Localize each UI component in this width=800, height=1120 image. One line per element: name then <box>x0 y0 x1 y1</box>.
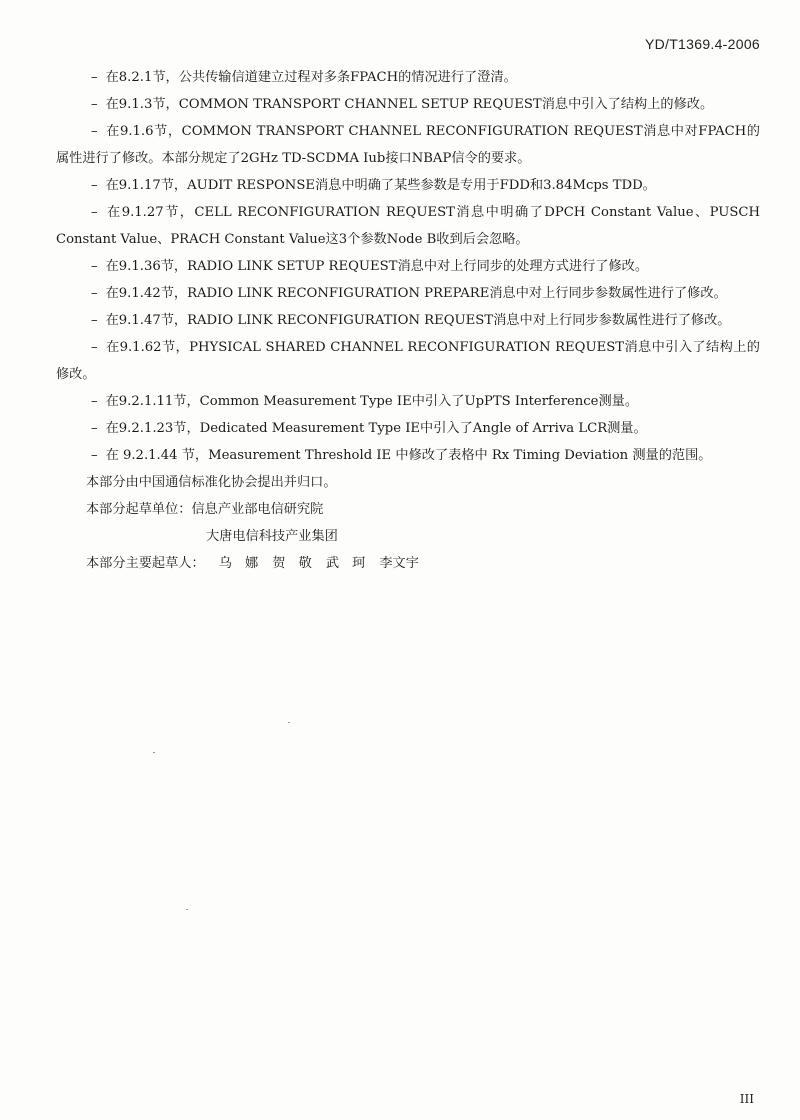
change-item-text: 在9.1.6节，COMMON TRANSPORT CHANNEL RECONFIGURATION REQUEST消息中对FPACH的属性进行了修改。本部分规定了2GHz TD-SCDMA Iub接口NBAP信令的要求。 <box>56 124 760 166</box>
main-drafters <box>56 550 760 577</box>
change-item-text: 在9.2.1.23节，Dedicated Measurement Type IE中引入了Angle of Arriva LCR测量。 <box>105 421 647 436</box>
scan-speck <box>288 722 290 723</box>
change-item-text: 在9.2.1.11节，Common Measurement Type IE中引入了UpPTS Interference测量。 <box>105 394 639 409</box>
drafter-name: 李文宇 <box>379 556 419 571</box>
page-number: III <box>739 1092 754 1106</box>
change-item-text: 在9.1.17节，AUDIT RESPONSE消息中明确了某些参数是专用于FDD和3.84Mcps TDD。 <box>105 178 656 193</box>
change-item <box>56 199 760 253</box>
foreword-body <box>56 64 760 577</box>
change-item <box>56 172 760 199</box>
main-drafters-label: 本部分主要起草人： <box>86 556 205 571</box>
change-item <box>56 118 760 172</box>
change-item <box>56 253 760 280</box>
change-item-text: 在9.1.36节，RADIO LINK SETUP REQUEST消息中对上行同步的处理方式进行了修改。 <box>105 259 649 274</box>
change-item-text: 在 9.2.1.44 节，Measurement Threshold IE 中修改了表格中 Rx Timing Deviation 测量的范围。 <box>105 448 712 463</box>
dash: – <box>91 340 98 355</box>
dash: – <box>91 70 98 85</box>
dash: – <box>91 124 98 139</box>
change-item <box>56 334 760 388</box>
drafting-units-label: 本部分起草单位： <box>86 502 192 517</box>
change-item-text: 在9.1.3节，COMMON TRANSPORT CHANNEL SETUP REQUEST消息中引入了结构上的修改。 <box>105 97 714 112</box>
document-code: YD/T1369.4-2006 <box>644 36 760 52</box>
dash: – <box>91 421 98 436</box>
drafter-name: 乌 娜 <box>218 556 259 571</box>
change-item-text: 在9.1.27节，CELL RECONFIGURATION REQUEST消息中明确了DPCH Constant Value、PUSCH Constant Value、PRACH Constant Value这3个参数Node B收到后会忽略。 <box>56 205 760 247</box>
dash: – <box>91 394 98 409</box>
change-item <box>56 307 760 334</box>
drafter-name: 贺 敬 <box>272 556 312 571</box>
dash: – <box>91 259 98 274</box>
drafting-units <box>56 496 760 550</box>
change-item <box>56 388 760 415</box>
drafting-unit: 大唐电信科技产业集团 <box>206 529 338 544</box>
dash: – <box>91 313 98 328</box>
dash: – <box>91 97 98 112</box>
dash: – <box>91 286 98 301</box>
scan-speck <box>153 752 155 753</box>
change-item <box>56 91 760 118</box>
proposal-statement: 本部分由中国通信标准化协会提出并归口。 <box>86 475 337 490</box>
change-item <box>56 64 760 91</box>
change-item <box>56 280 760 307</box>
dash: – <box>91 448 98 463</box>
change-item <box>56 415 760 442</box>
change-item-text: 在9.1.47节，RADIO LINK RECONFIGURATION REQUEST消息中对上行同步参数属性进行了修改。 <box>105 313 731 328</box>
scan-speck <box>186 909 188 910</box>
dash: – <box>91 178 98 193</box>
dash: – <box>91 205 98 220</box>
change-item <box>56 442 760 469</box>
drafting-unit: 信息产业部电信研究院 <box>191 502 324 517</box>
drafter-name: 武 珂 <box>325 556 366 571</box>
change-item-text: 在9.1.42节，RADIO LINK RECONFIGURATION PREPARE消息中对上行同步参数属性进行了修改。 <box>105 286 727 301</box>
change-item-text: 在8.2.1节，公共传输信道建立过程对多条FPACH的情况进行了澄清。 <box>105 70 517 85</box>
change-item-text: 在9.1.62节，PHYSICAL SHARED CHANNEL RECONFIGURATION REQUEST消息中引入了结构上的修改。 <box>56 340 760 382</box>
